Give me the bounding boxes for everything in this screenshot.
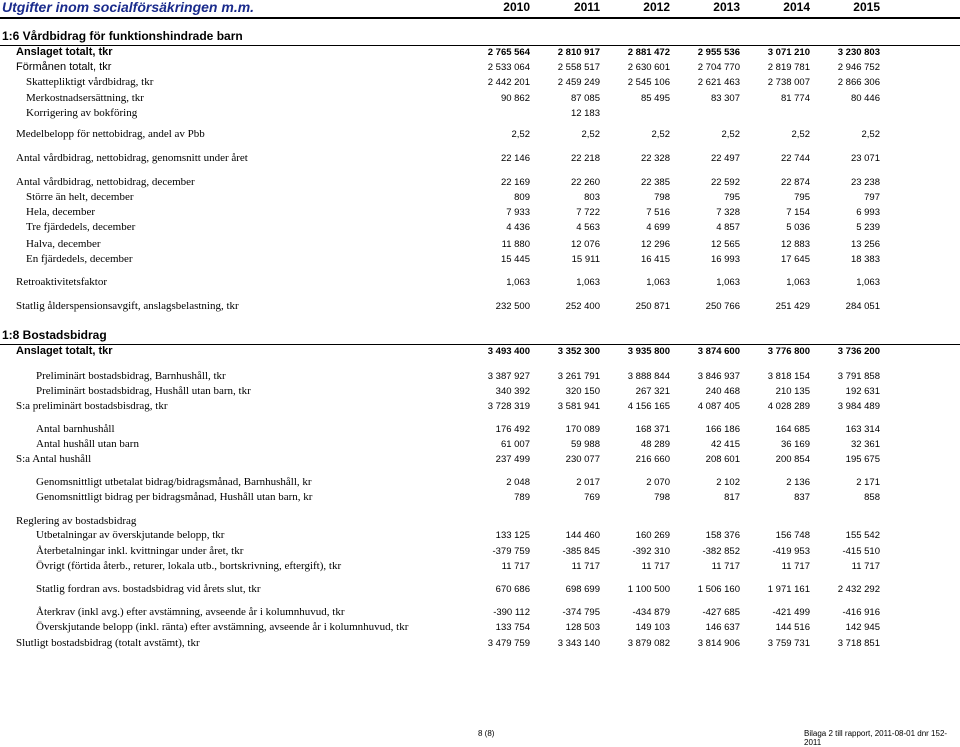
table-row: [0, 345, 960, 360]
row-value-2014: 4 028 289: [767, 401, 810, 412]
row-value-2014: 2 738 007: [767, 77, 810, 88]
row-value-2012: 11 717: [641, 561, 670, 572]
table-row: [0, 583, 960, 598]
table-row: [0, 637, 960, 652]
row-value-2015: 23 238: [850, 177, 880, 188]
row-label: Anslaget totalt, tkr: [16, 46, 113, 58]
row-value-2011: 320 150: [565, 386, 600, 397]
row-value-2011: 7 722: [576, 207, 600, 218]
row-value-2013: 240 468: [705, 386, 740, 397]
row-value-2010: 2,52: [511, 129, 530, 140]
row-value-2012: 250 871: [635, 301, 670, 312]
row-value-2013: 12 565: [710, 239, 740, 250]
row-value-2015: 163 314: [845, 424, 880, 435]
row-value-2010: 2 765 564: [487, 47, 530, 58]
row-value-2012: 798: [654, 492, 670, 503]
row-value-2010: 4 436: [506, 222, 530, 233]
row-label: Halva, december: [26, 238, 101, 250]
row-value-2015: 3 736 200: [837, 346, 880, 357]
row-value-2015: 1,063: [856, 277, 880, 288]
row-value-2011: 12 183: [570, 108, 600, 119]
table-row: [0, 385, 960, 400]
row-value-2013: 22 497: [710, 153, 740, 164]
row-value-2015: 80 446: [850, 93, 880, 104]
row-value-2013: 795: [724, 192, 740, 203]
row-value-2010: 3 493 400: [487, 346, 530, 357]
row-label: Antal vårdbidrag, nettobidrag, december: [16, 176, 195, 188]
row-value-2011: -374 795: [562, 607, 600, 618]
row-value-2013: -427 685: [702, 607, 740, 618]
footer-note: Bilaga 2 till rapport, 2011-08-01 dnr 152-2011: [804, 729, 948, 747]
row-value-2011: 170 089: [565, 424, 600, 435]
row-value-2014: 12 883: [780, 239, 810, 250]
row-value-2011: 769: [584, 492, 600, 503]
row-value-2013: 42 415: [710, 439, 740, 450]
row-label: Återbetalningar inkl. kvittningar under året, tkr: [36, 545, 244, 557]
row-value-2012: 160 269: [635, 530, 670, 541]
row-value-2010: -379 759: [492, 546, 530, 557]
row-value-2011: 12 076: [570, 239, 600, 250]
row-value-2015: 6 993: [856, 207, 880, 218]
row-value-2015: 3 791 858: [837, 371, 880, 382]
table-row: [0, 476, 960, 491]
row-value-2011: 11 717: [571, 561, 600, 572]
row-value-2015: 2 946 752: [837, 62, 880, 73]
page-number: 8 (8): [478, 729, 495, 738]
row-value-2014: 3 818 154: [767, 371, 810, 382]
row-value-2014: 837: [794, 492, 810, 503]
row-value-2012: -392 310: [632, 546, 670, 557]
row-value-2012: 1,063: [646, 277, 670, 288]
row-label: Övrigt (förtida återb., returer, lokala utb., bortskrivning, eftergift), tkr: [36, 560, 342, 572]
row-value-2010: 2 442 201: [487, 77, 530, 88]
row-value-2010: 176 492: [495, 424, 530, 435]
table-row: [0, 545, 960, 560]
row-value-2014: 164 685: [775, 424, 810, 435]
row-value-2014: 3 776 800: [767, 346, 810, 357]
table-row: [0, 46, 960, 61]
row-value-2014: -419 953: [772, 546, 810, 557]
table-row: [0, 515, 960, 530]
row-value-2010: 3 479 759: [487, 638, 530, 649]
row-value-2015: -416 916: [842, 607, 880, 618]
row-value-2015: 32 361: [850, 439, 880, 450]
row-value-2013: 22 592: [710, 177, 740, 188]
row-value-2014: -421 499: [772, 607, 810, 618]
row-value-2010: 789: [514, 492, 530, 503]
row-value-2014: 144 516: [775, 622, 810, 633]
row-value-2014: 5 036: [786, 222, 810, 233]
row-value-2014: 2 819 781: [767, 62, 810, 73]
table-row: [0, 76, 960, 91]
row-value-2014: 22 744: [780, 153, 810, 164]
row-label: Preliminärt bostadsbidrag, Hushåll utan barn, tkr: [36, 385, 251, 397]
row-value-2014: 36 169: [780, 439, 810, 450]
row-value-2011: 15 911: [571, 254, 600, 265]
table-row: [0, 400, 960, 415]
row-value-2012: 48 289: [640, 439, 670, 450]
table-row: [0, 300, 960, 315]
row-value-2010: 22 146: [500, 153, 530, 164]
row-value-2013: 1,063: [716, 277, 740, 288]
row-value-2014: 200 854: [775, 454, 810, 465]
row-value-2014: 81 774: [780, 93, 810, 104]
row-value-2013: 2,52: [721, 129, 740, 140]
row-value-2010: -390 112: [493, 607, 530, 618]
row-value-2013: -382 852: [702, 546, 740, 557]
row-value-2013: 817: [724, 492, 740, 503]
year-header: 2011: [573, 0, 600, 14]
row-value-2012: 4 156 165: [627, 401, 670, 412]
row-value-2011: 87 085: [570, 93, 600, 104]
row-value-2010: 11 880: [501, 239, 530, 250]
row-value-2014: 2,52: [791, 129, 810, 140]
row-value-2014: 3 759 731: [767, 638, 810, 649]
table-row: [0, 107, 960, 122]
row-value-2015: 858: [864, 492, 880, 503]
row-value-2011: 3 352 300: [557, 346, 600, 357]
row-label: Genomsnittligt bidrag per bidragsmånad, Hushåll utan barn, kr: [36, 491, 313, 503]
row-value-2014: 251 429: [775, 301, 810, 312]
table-row: [0, 606, 960, 621]
row-label: Utbetalningar av överskjutande belopp, tkr: [36, 529, 225, 541]
row-value-2013: 158 376: [705, 530, 740, 541]
row-value-2014: 795: [794, 192, 810, 203]
row-value-2010: 22 169: [500, 177, 530, 188]
row-label: S:a Antal hushåll: [16, 453, 92, 465]
row-value-2013: 16 993: [710, 254, 740, 265]
table-row: [0, 206, 960, 221]
table-row: [0, 152, 960, 167]
row-value-2011: 2 558 517: [557, 62, 600, 73]
table-row: [0, 191, 960, 206]
row-value-2015: 18 383: [850, 254, 880, 265]
row-value-2014: 22 874: [780, 177, 810, 188]
row-value-2011: 128 503: [565, 622, 600, 633]
row-label: Tre fjärdedels, december: [26, 221, 136, 233]
table-row: [0, 453, 960, 468]
row-value-2011: 2 459 249: [557, 77, 600, 88]
row-label: Anslaget totalt, tkr: [16, 345, 113, 357]
row-label: Slutligt bostadsbidrag (totalt avstämt), tkr: [16, 637, 200, 649]
table-row: [0, 370, 960, 385]
year-header: 2013: [713, 0, 740, 14]
row-value-2014: 3 071 210: [767, 47, 810, 58]
row-value-2013: 166 186: [705, 424, 740, 435]
row-value-2010: 809: [514, 192, 530, 203]
table-row: [0, 560, 960, 575]
row-value-2015: 195 675: [845, 454, 880, 465]
row-value-2011: 22 218: [570, 153, 600, 164]
row-value-2012: 12 296: [640, 239, 670, 250]
row-value-2010: 340 392: [495, 386, 530, 397]
table-row: [0, 491, 960, 506]
row-label: Överskjutande belopp (inkl. ränta) efter avstämning, avseende år i kolumnhuvud, tkr: [36, 621, 409, 633]
row-value-2012: 216 660: [635, 454, 670, 465]
row-value-2013: 3 814 906: [697, 638, 740, 649]
row-value-2015: 2 432 292: [837, 584, 880, 595]
section-title-bostadsbidrag: 1:8 Bostadsbidrag: [2, 328, 107, 342]
table-row: [0, 128, 960, 143]
table-row: [0, 253, 960, 268]
row-value-2012: 7 516: [646, 207, 670, 218]
row-value-2014: 7 154: [786, 207, 810, 218]
row-label: Genomsnittligt utbetalat bidrag/bidragsmånad, Barnhushåll, kr: [36, 476, 312, 488]
row-value-2012: 4 699: [646, 222, 670, 233]
row-value-2015: 192 631: [845, 386, 880, 397]
row-label: S:a preliminärt bostadsbisdrag, tkr: [16, 400, 168, 412]
row-value-2010: 7 933: [506, 207, 530, 218]
table-row: [0, 238, 960, 253]
row-value-2011: 22 260: [570, 177, 600, 188]
row-value-2012: 2 545 106: [627, 77, 670, 88]
row-value-2013: 146 637: [705, 622, 740, 633]
row-value-2010: 2 048: [506, 477, 530, 488]
row-label: Retroaktivitetsfaktor: [16, 276, 108, 288]
row-value-2011: 144 460: [565, 530, 600, 541]
row-value-2011: 2 017: [576, 477, 600, 488]
row-value-2011: 698 699: [565, 584, 600, 595]
row-label: Statlig fordran avs. bostadsbidrag vid årets slut, tkr: [36, 583, 261, 595]
row-value-2010: 3 387 927: [487, 371, 530, 382]
row-value-2012: 22 385: [640, 177, 670, 188]
row-value-2010: 133 125: [495, 530, 530, 541]
table-row: [0, 221, 960, 236]
row-value-2010: 2 533 064: [487, 62, 530, 73]
table-row: [0, 621, 960, 636]
row-value-2010: 232 500: [495, 301, 530, 312]
row-value-2012: 22 328: [640, 153, 670, 164]
row-value-2010: 670 686: [495, 584, 530, 595]
row-value-2012: -434 879: [632, 607, 670, 618]
row-label: Antal vårdbidrag, nettobidrag, genomsnitt under året: [16, 152, 248, 164]
row-value-2013: 7 328: [716, 207, 740, 218]
row-value-2015: 2 866 306: [837, 77, 880, 88]
row-value-2015: 3 984 489: [837, 401, 880, 412]
table-row: [0, 276, 960, 291]
row-value-2015: 155 542: [845, 530, 880, 541]
row-value-2011: 3 261 791: [557, 371, 600, 382]
row-value-2011: 252 400: [565, 301, 600, 312]
row-value-2010: 15 445: [500, 254, 530, 265]
row-label: Större än helt, december: [26, 191, 134, 203]
row-value-2013: 83 307: [710, 93, 740, 104]
row-value-2010: 11 717: [501, 561, 530, 572]
row-value-2013: 2 621 463: [697, 77, 740, 88]
row-value-2014: 1,063: [786, 277, 810, 288]
row-value-2012: 168 371: [635, 424, 670, 435]
row-value-2012: 149 103: [635, 622, 670, 633]
document-title: Utgifter inom socialförsäkringen m.m.: [2, 0, 255, 15]
row-value-2015: 11 717: [851, 561, 880, 572]
row-label: Statlig ålderspensionsavgift, anslagsbelastning, tkr: [16, 300, 239, 312]
row-value-2014: 2 136: [786, 477, 810, 488]
row-value-2012: 16 415: [640, 254, 670, 265]
row-value-2013: 2 102: [716, 477, 740, 488]
row-value-2012: 2,52: [651, 129, 670, 140]
row-value-2012: 2 630 601: [627, 62, 670, 73]
row-value-2013: 2 704 770: [697, 62, 740, 73]
row-value-2011: -385 845: [562, 546, 600, 557]
row-value-2010: 133 754: [495, 622, 530, 633]
row-value-2014: 11 717: [781, 561, 810, 572]
row-value-2015: 13 256: [850, 239, 880, 250]
row-value-2013: 3 846 937: [697, 371, 740, 382]
row-value-2012: 798: [654, 192, 670, 203]
row-value-2012: 267 321: [635, 386, 670, 397]
row-label: En fjärdedels, december: [26, 253, 133, 265]
row-value-2014: 1 971 161: [767, 584, 810, 595]
row-value-2015: 797: [864, 192, 880, 203]
row-label: Återkrav (inkl avg.) efter avstämning, avseende år i kolumnhuvud, tkr: [36, 606, 345, 618]
row-value-2011: 2 810 917: [557, 47, 600, 58]
row-value-2013: 11 717: [711, 561, 740, 572]
row-value-2015: 2,52: [861, 129, 880, 140]
row-value-2010: 1,063: [506, 277, 530, 288]
row-value-2011: 230 077: [565, 454, 600, 465]
row-value-2014: 210 135: [775, 386, 810, 397]
row-value-2012: 3 935 800: [627, 346, 670, 357]
row-value-2014: 156 748: [775, 530, 810, 541]
header-rule: [0, 17, 960, 19]
year-header: 2012: [643, 0, 670, 14]
table-row: [0, 176, 960, 191]
year-header: 2014: [783, 0, 810, 14]
row-label: Förmånen totalt, tkr: [16, 61, 112, 73]
row-value-2012: 2 070: [646, 477, 670, 488]
row-value-2013: 2 955 536: [697, 47, 740, 58]
year-header: 2010: [503, 0, 530, 14]
row-label: Antal barnhushåll: [36, 423, 115, 435]
row-value-2013: 250 766: [705, 301, 740, 312]
row-label: Merkostnadsersättning, tkr: [26, 92, 144, 104]
row-value-2015: 284 051: [845, 301, 880, 312]
row-value-2013: 4 087 405: [697, 401, 740, 412]
row-value-2013: 3 874 600: [697, 346, 740, 357]
row-label: Antal hushåll utan barn: [36, 438, 139, 450]
header-bar: [0, 0, 960, 16]
row-value-2010: 3 728 319: [487, 401, 530, 412]
row-value-2015: 3 718 851: [837, 638, 880, 649]
row-value-2011: 803: [584, 192, 600, 203]
row-value-2013: 208 601: [705, 454, 740, 465]
row-value-2010: 61 007: [500, 439, 530, 450]
row-value-2015: 5 239: [856, 222, 880, 233]
row-value-2012: 3 888 844: [627, 371, 670, 382]
row-value-2014: 17 645: [780, 254, 810, 265]
row-label: Skattepliktigt vårdbidrag, tkr: [26, 76, 154, 88]
table-row: [0, 92, 960, 107]
row-value-2012: 85 495: [640, 93, 670, 104]
row-value-2011: 1,063: [576, 277, 600, 288]
section-title-vardbidrag: 1:6 Vårdbidrag för funktionshindrade barn: [2, 29, 243, 43]
row-label: Hela, december: [26, 206, 96, 218]
row-value-2015: 2 171: [856, 477, 880, 488]
table-row: [0, 529, 960, 544]
row-value-2015: -415 510: [842, 546, 880, 557]
row-value-2015: 142 945: [845, 622, 880, 633]
row-value-2010: 90 862: [500, 93, 530, 104]
year-header: 2015: [853, 0, 880, 14]
row-value-2012: 2 881 472: [627, 47, 670, 58]
row-label: Medelbelopp för nettobidrag, andel av Pbb: [16, 128, 205, 140]
row-value-2015: 23 071: [850, 153, 880, 164]
row-value-2010: 237 499: [495, 454, 530, 465]
row-label: Korrigering av bokföring: [26, 107, 138, 119]
row-value-2011: 4 563: [576, 222, 600, 233]
row-value-2011: 59 988: [570, 439, 600, 450]
row-value-2013: 1 506 160: [697, 584, 740, 595]
table-row: [0, 61, 960, 76]
row-value-2011: 3 581 941: [557, 401, 600, 412]
row-value-2015: 3 230 803: [837, 47, 880, 58]
table-row: [0, 423, 960, 438]
row-value-2011: 2,52: [581, 129, 600, 140]
table-row: [0, 438, 960, 453]
row-value-2012: 1 100 500: [627, 584, 670, 595]
row-value-2013: 4 857: [716, 222, 740, 233]
row-label: Preliminärt bostadsbidrag, Barnhushåll, tkr: [36, 370, 226, 382]
row-label: Reglering av bostadsbidrag: [16, 515, 137, 527]
row-value-2012: 3 879 082: [627, 638, 670, 649]
row-value-2011: 3 343 140: [557, 638, 600, 649]
